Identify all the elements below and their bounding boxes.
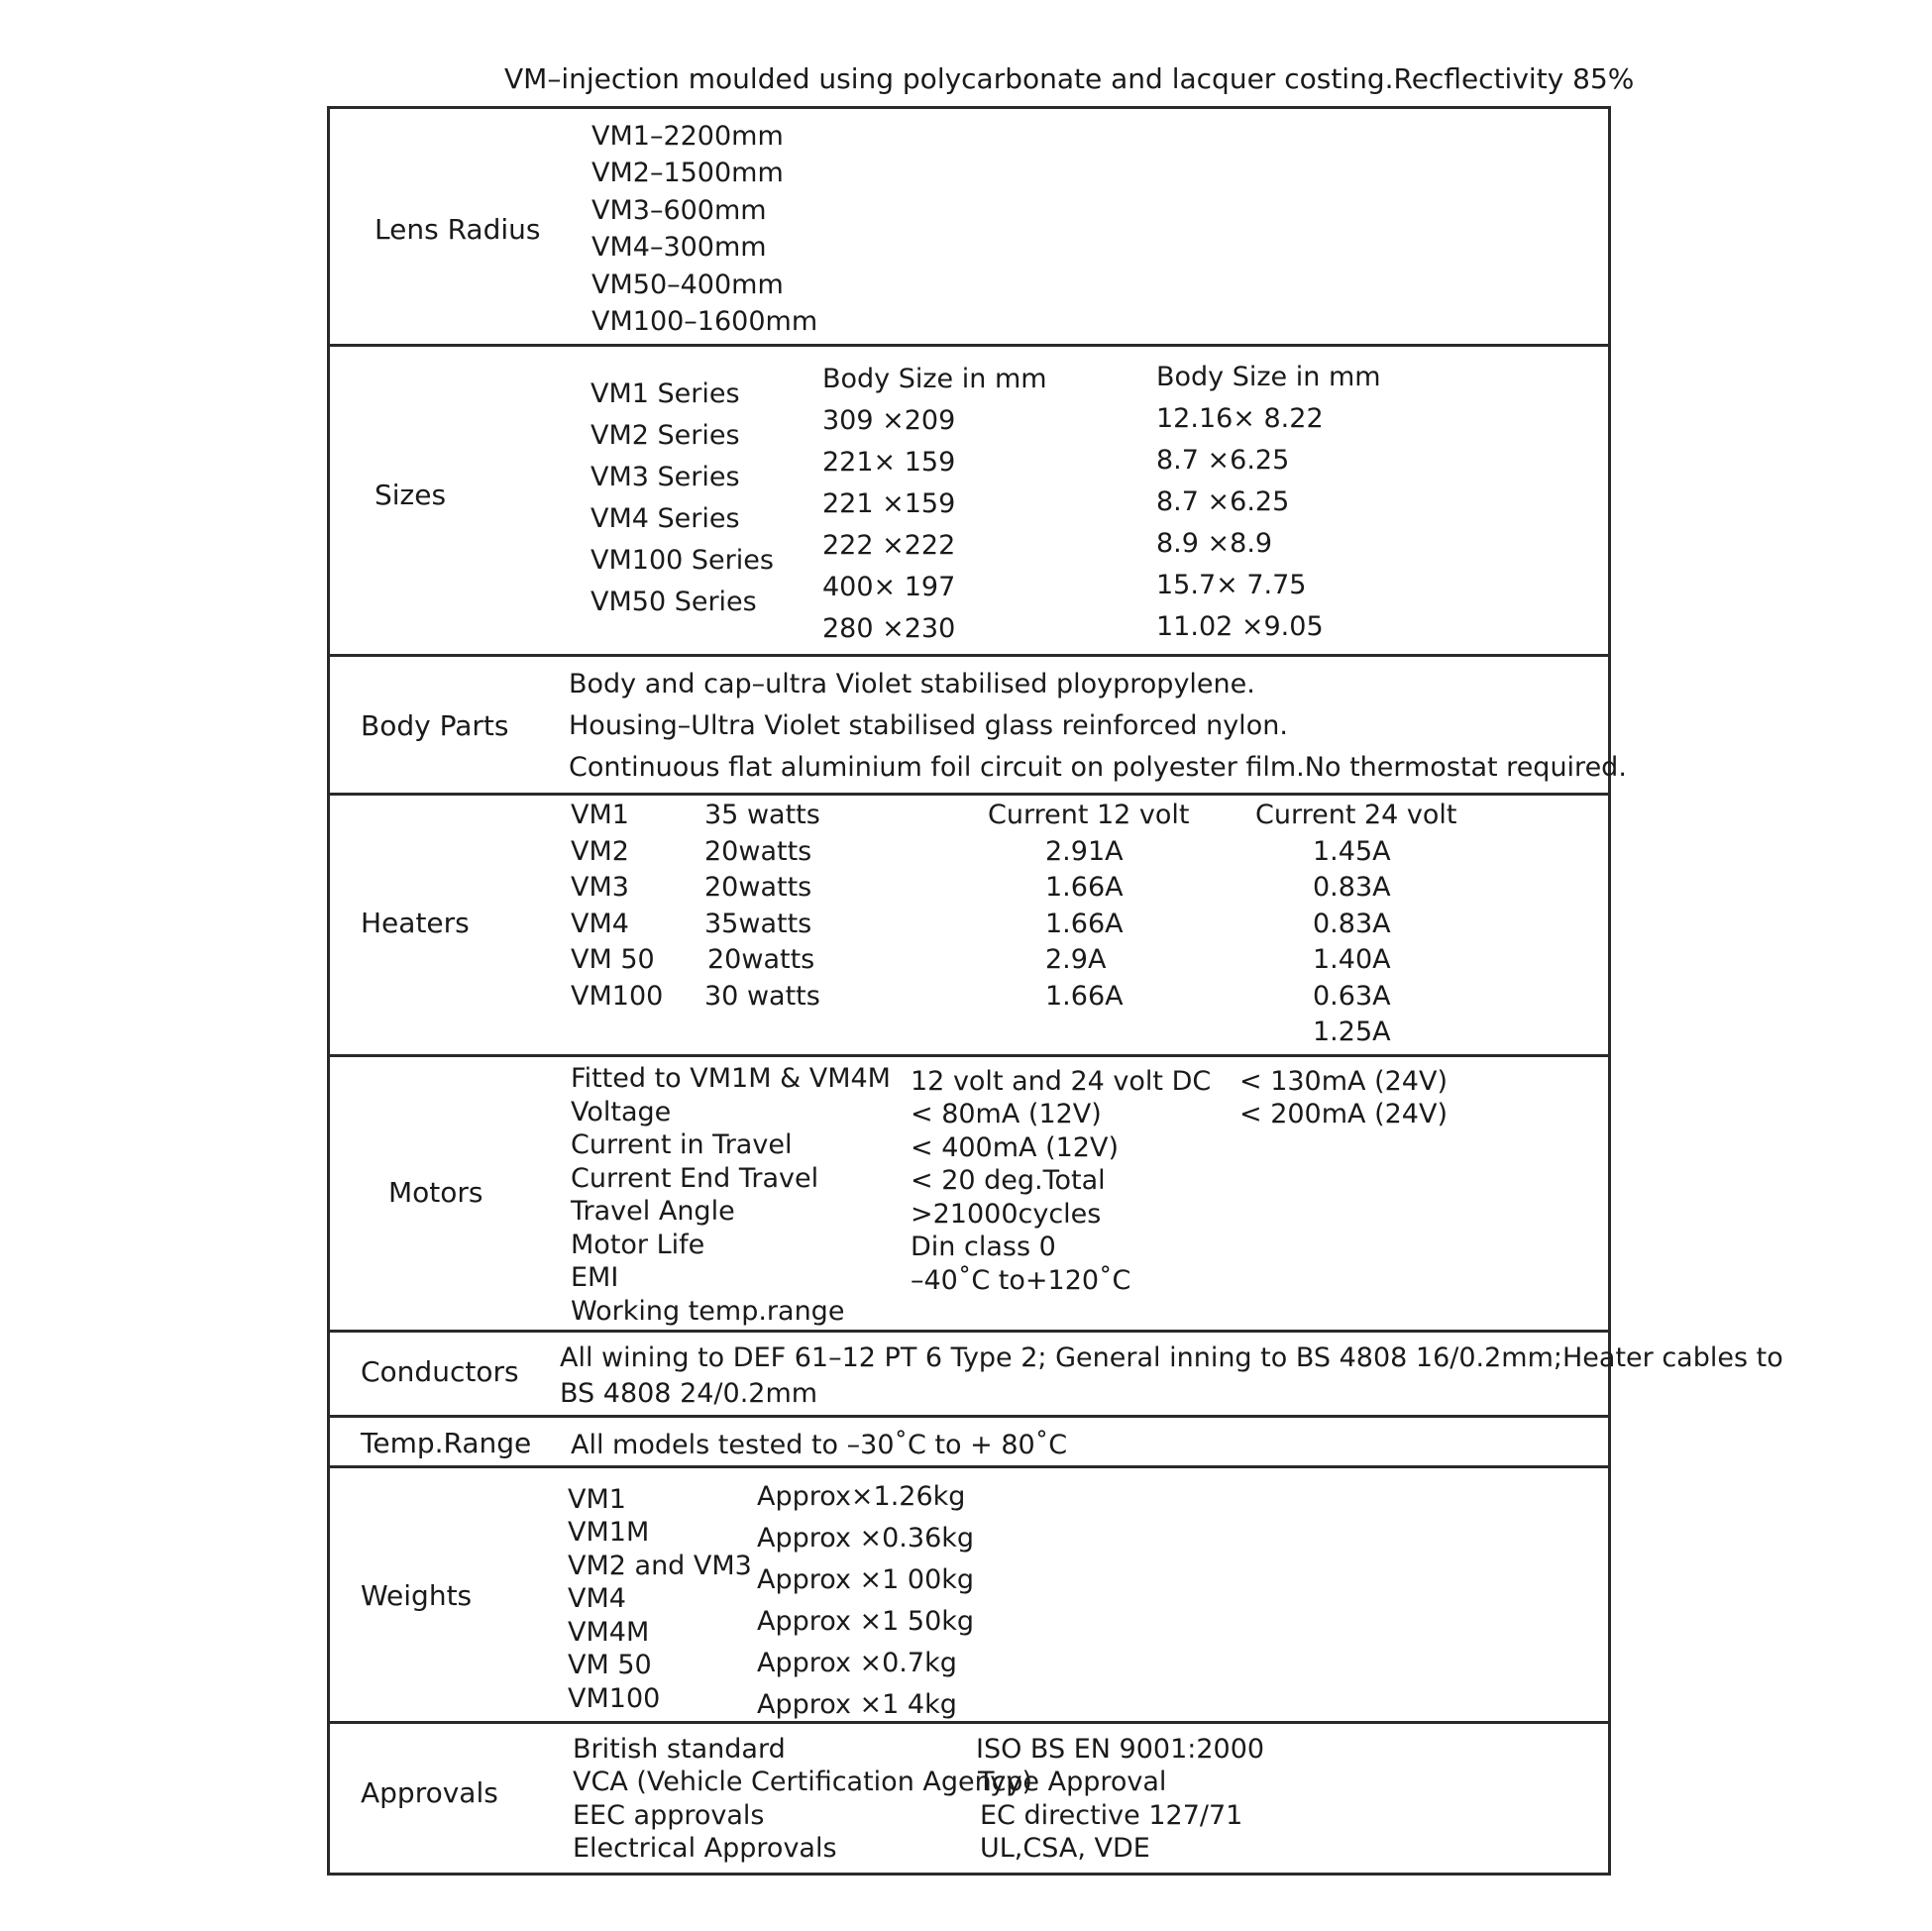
heaters-watts: 35watts — [704, 909, 812, 939]
heaters-watts: 35 watts — [704, 800, 820, 830]
body-parts-line: Housing–Ultra Violet stabilised glass reinforced nylon. — [569, 710, 1288, 741]
heaters-model: VM2 — [571, 836, 629, 867]
motors-name: Current in Travel — [571, 1129, 793, 1160]
lens-radius-label: Lens Radius — [375, 213, 541, 246]
sizes-col2-value: 309 ×209 — [822, 405, 956, 436]
motors-value: < 20 deg.Total — [911, 1165, 1106, 1196]
body-parts-label: Body Parts — [361, 709, 509, 742]
sizes-col2-value: 221 ×159 — [822, 488, 956, 519]
sizes-series: VM1 Series — [590, 378, 740, 409]
heaters-col12-value: 2.91A — [1045, 836, 1124, 867]
body-parts-line: Body and cap–ultra Violet stabilised ploypropylene. — [569, 669, 1255, 699]
motors-name: Current End Travel — [571, 1163, 819, 1194]
weights-model: VM100 — [568, 1683, 661, 1714]
temp-range-value: All models tested to –30˚C to + 80˚C — [571, 1430, 1068, 1460]
heaters-watts: 20watts — [704, 836, 812, 867]
sizes-series: VM4 Series — [590, 503, 740, 534]
weights-value: Approx×1.26kg — [757, 1481, 966, 1512]
weights-value: Approx ×1 00kg — [757, 1564, 975, 1595]
sizes-col3-header: Body Size in mm — [1156, 362, 1381, 392]
heaters-model: VM1 — [571, 800, 629, 830]
motors-label: Motors — [388, 1176, 483, 1209]
heaters-model: VM 50 — [571, 944, 655, 975]
weights-model: VM 50 — [568, 1650, 652, 1680]
heaters-col12-value: 2.9A — [1045, 944, 1107, 975]
weights-value: Approx ×0.36kg — [757, 1523, 975, 1554]
sizes-series: VM100 Series — [590, 545, 774, 576]
motors-name: Voltage — [571, 1097, 672, 1127]
conductors-line: BS 4808 24/0.2mm — [560, 1378, 818, 1409]
heaters-col24-value: 1.25A — [1313, 1017, 1391, 1047]
heaters-col12-value: 1.66A — [1045, 909, 1124, 939]
approvals-label: Approvals — [361, 1776, 498, 1809]
row-divider — [327, 793, 1611, 796]
heaters-model: VM100 — [571, 981, 664, 1012]
motors-extra: < 200mA (24V) — [1239, 1099, 1448, 1129]
motors-name: Fitted to VM1M & VM4M — [571, 1063, 891, 1094]
lens-radius-item: VM4–300mm — [591, 232, 767, 263]
weights-model: VM1 — [568, 1484, 626, 1515]
motors-value: Din class 0 — [911, 1232, 1056, 1262]
heaters-col12-header: Current 12 volt — [988, 800, 1190, 830]
sizes-series: VM2 Series — [590, 420, 740, 451]
weights-value: Approx ×1 50kg — [757, 1606, 975, 1637]
heaters-label: Heaters — [361, 907, 470, 939]
approvals-name: British standard — [573, 1734, 786, 1765]
weights-label: Weights — [361, 1579, 473, 1612]
motors-extra: < 130mA (24V) — [1239, 1066, 1448, 1097]
lens-radius-item: VM2–1500mm — [591, 158, 784, 188]
approvals-value: Type Approval — [978, 1767, 1167, 1797]
weights-model: VM4M — [568, 1617, 650, 1648]
heaters-col24-value: 0.83A — [1313, 909, 1391, 939]
document-title: VM–injection moulded using polycarbonate and lacquer costing.Recflectivity 85% — [504, 62, 1635, 95]
lens-radius-item: VM50–400mm — [591, 269, 784, 300]
heaters-col12-value: 1.66A — [1045, 872, 1124, 903]
heaters-model: VM3 — [571, 872, 629, 903]
sizes-col2-value: 222 ×222 — [822, 530, 956, 561]
weights-model: VM1M — [568, 1517, 650, 1548]
heaters-col12-value: 1.66A — [1045, 981, 1124, 1012]
lens-radius-item: VM3–600mm — [591, 195, 767, 226]
weights-value: Approx ×1 4kg — [757, 1689, 957, 1720]
weights-model: VM4 — [568, 1583, 626, 1614]
motors-value: 12 volt and 24 volt DC — [911, 1066, 1212, 1097]
weights-model: VM2 and VM3 — [568, 1551, 752, 1581]
heaters-col24-value: 1.40A — [1313, 944, 1391, 975]
row-divider — [327, 344, 1611, 347]
approvals-value: ISO BS EN 9001:2000 — [976, 1734, 1265, 1765]
approvals-name: EEC approvals — [573, 1800, 765, 1831]
motors-name: EMI — [571, 1262, 619, 1293]
sizes-col3-value: 8.9 ×8.9 — [1156, 528, 1273, 559]
heaters-watts: 20watts — [707, 944, 815, 975]
motors-name: Motor Life — [571, 1230, 705, 1260]
motors-value: –40˚C to+120˚C — [911, 1265, 1131, 1296]
temp-range-label: Temp.Range — [361, 1427, 532, 1459]
heaters-col24-value: 0.83A — [1313, 872, 1391, 903]
row-divider — [327, 1054, 1611, 1057]
sizes-series: VM50 Series — [590, 587, 757, 617]
row-divider — [327, 1465, 1611, 1468]
row-divider — [327, 1330, 1611, 1333]
motors-value: < 400mA (12V) — [911, 1132, 1119, 1163]
conductors-label: Conductors — [361, 1355, 519, 1388]
lens-radius-item: VM100–1600mm — [591, 306, 818, 337]
sizes-col3-value: 8.7 ×6.25 — [1156, 486, 1290, 517]
sizes-col3-value: 15.7× 7.75 — [1156, 570, 1307, 600]
motors-name: Working temp.range — [571, 1296, 845, 1327]
sizes-col2-value: 280 ×230 — [822, 613, 956, 644]
heaters-model: VM4 — [571, 909, 629, 939]
motors-value: < 80mA (12V) — [911, 1099, 1102, 1129]
sizes-col2-value: 221× 159 — [822, 447, 956, 478]
sizes-label: Sizes — [375, 479, 447, 511]
row-divider — [327, 654, 1611, 657]
approvals-value: EC directive 127/71 — [980, 1800, 1243, 1831]
sizes-col3-value: 12.16× 8.22 — [1156, 403, 1324, 434]
heaters-watts: 20watts — [704, 872, 812, 903]
row-divider — [327, 1721, 1611, 1724]
sizes-series: VM3 Series — [590, 462, 740, 492]
heaters-col24-value: 1.45A — [1313, 836, 1391, 867]
sizes-col2-header: Body Size in mm — [822, 364, 1047, 394]
lens-radius-item: VM1–2200mm — [591, 121, 784, 152]
heaters-col24-header: Current 24 volt — [1255, 800, 1457, 830]
sizes-col2-value: 400× 197 — [822, 572, 956, 602]
heaters-watts: 30 watts — [704, 981, 820, 1012]
motors-name: Travel Angle — [571, 1196, 735, 1227]
heaters-col24-value: 0.63A — [1313, 981, 1391, 1012]
body-parts-line: Continuous flat aluminium foil circuit on polyester film.No thermostat required. — [569, 752, 1627, 783]
approvals-name: VCA (Vehicle Certification Agency) — [573, 1767, 1033, 1797]
conductors-line: All wining to DEF 61–12 PT 6 Type 2; General inning to BS 4808 16/0.2mm;Heater cables to — [560, 1342, 1783, 1373]
approvals-name: Electrical Approvals — [573, 1833, 837, 1864]
sizes-col3-value: 11.02 ×9.05 — [1156, 611, 1324, 642]
motors-value: >21000cycles — [911, 1199, 1102, 1230]
row-divider — [327, 1415, 1611, 1418]
approvals-value: UL,CSA, VDE — [980, 1833, 1150, 1864]
sizes-col3-value: 8.7 ×6.25 — [1156, 445, 1290, 476]
weights-value: Approx ×0.7kg — [757, 1648, 957, 1678]
